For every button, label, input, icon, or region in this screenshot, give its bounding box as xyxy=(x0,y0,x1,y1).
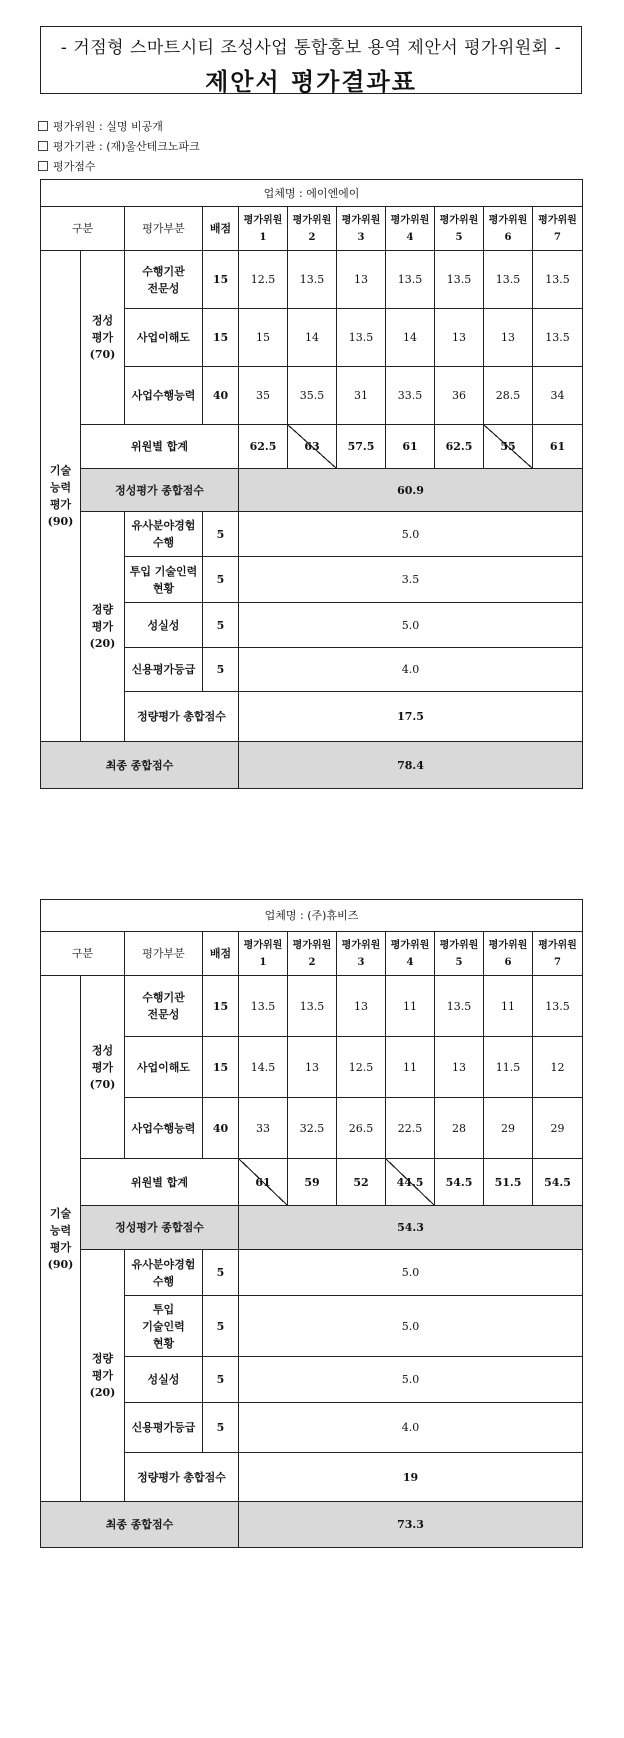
company-name-cell xyxy=(41,180,583,207)
info-evaluator-text: 평가위원 : 실명 비공개 xyxy=(53,120,163,133)
score-cell: 14 xyxy=(288,309,337,367)
score-cell: 12.5 xyxy=(337,1037,386,1098)
score-cell: 14 xyxy=(386,309,435,367)
quan-item-name: 유사분야경험 수행 xyxy=(125,1250,203,1296)
header-gubun: 구분 xyxy=(41,207,125,251)
quan-total-label: 정량평가 총합점수 xyxy=(125,1453,239,1502)
quan-item-name: 투입 기술인력 현황 xyxy=(125,1296,203,1357)
score-cell: 13.5 xyxy=(288,976,337,1037)
info-score xyxy=(38,158,96,174)
score-cell: 13.5 xyxy=(239,976,288,1037)
quan-item-weight: 5 xyxy=(203,512,239,557)
score-cell: 13.5 xyxy=(386,251,435,309)
member-total-cell: 61 xyxy=(533,425,583,469)
quan-item-name: 성실성 xyxy=(125,1357,203,1403)
quan-item-name: 신용평가등급 xyxy=(125,648,203,692)
company-name: 에이엔에이 xyxy=(306,186,360,200)
qual-item-name: 사업수행능력 xyxy=(125,367,203,425)
score-cell: 35.5 xyxy=(288,367,337,425)
tech-eval-label: 기술 능력 평가 (90) xyxy=(41,251,81,742)
final-total-label: 최종 종합점수 xyxy=(41,1502,239,1548)
checkbox-icon xyxy=(38,161,48,171)
evaluator-label: 평가위원 xyxy=(243,939,283,951)
header-evaluator-3: 평가위원 3 xyxy=(337,207,386,251)
evaluator-label: 평가위원 xyxy=(390,214,430,226)
qual-total-label: 정성평가 종합점수 xyxy=(81,1206,239,1250)
evaluator-label: 평가위원 xyxy=(538,939,577,951)
header-gubun: 구분 xyxy=(41,932,125,976)
quan-item-score: 4.0 xyxy=(239,648,583,692)
score-cell: 28.5 xyxy=(484,367,533,425)
company-label: 업체명 : xyxy=(264,909,308,922)
qual-item-weight: 15 xyxy=(203,309,239,367)
qual-item-name: 사업수행능력 xyxy=(125,1098,203,1159)
quan-item-weight: 5 xyxy=(203,603,239,648)
header-evaluator-7: 평가위원 7 xyxy=(533,932,583,976)
qual-total-value: 54.3 xyxy=(239,1206,583,1250)
evaluation-table xyxy=(40,179,583,789)
member-total-label: 위원별 합계 xyxy=(81,1159,239,1206)
checkbox-icon xyxy=(38,121,48,131)
score-cell: 11 xyxy=(386,1037,435,1098)
qual-item-weight: 40 xyxy=(203,1098,239,1159)
qual-item-weight: 40 xyxy=(203,367,239,425)
qual-item-weight: 15 xyxy=(203,976,239,1037)
document-title-box xyxy=(40,26,582,94)
quan-item-weight: 5 xyxy=(203,1250,239,1296)
checkbox-icon xyxy=(38,141,48,151)
header-evaluator-7: 평가위원 7 xyxy=(533,207,583,251)
company-name: (주)휴비즈 xyxy=(307,909,359,922)
quan-total-value: 19 xyxy=(239,1453,583,1502)
quan-item-score: 5.0 xyxy=(239,1296,583,1357)
score-cell: 12 xyxy=(533,1037,583,1098)
qual-item-name: 사업이해도 xyxy=(125,309,203,367)
quan-item-name: 투입 기술인력 현황 xyxy=(125,557,203,603)
member-total-cell: 59 xyxy=(288,1159,337,1206)
header-evaluator-1: 평가위원 1 xyxy=(239,207,288,251)
quan-item-score: 4.0 xyxy=(239,1403,583,1453)
quan-item-name: 신용평가등급 xyxy=(125,1403,203,1453)
qual-total-value: 60.9 xyxy=(239,469,583,512)
member-total-cell: 62.5 xyxy=(239,425,288,469)
score-cell: 11 xyxy=(386,976,435,1037)
member-total-excluded: 61 xyxy=(239,1159,288,1206)
member-total-label: 위원별 합계 xyxy=(81,425,239,469)
quan-item-score: 5.0 xyxy=(239,1250,583,1296)
evaluation-table xyxy=(40,899,583,1548)
score-cell: 13.5 xyxy=(435,976,484,1037)
header-evaluator-1: 평가위원 1 xyxy=(239,932,288,976)
quan-total-value: 17.5 xyxy=(239,692,583,742)
evaluator-label: 평가위원 xyxy=(488,939,528,951)
header-weight: 배점 xyxy=(203,207,239,251)
quan-item-name: 유사분야경험 수행 xyxy=(125,512,203,557)
header-evaluator-4: 평가위원 4 xyxy=(386,932,435,976)
quan-item-name: 성실성 xyxy=(125,603,203,648)
score-cell: 32.5 xyxy=(288,1098,337,1159)
info-institution-text: 평가기관 : (재)울산테크노파크 xyxy=(53,140,200,153)
header-evaluator-6: 평가위원 6 xyxy=(484,207,533,251)
score-cell: 13.5 xyxy=(435,251,484,309)
evaluator-label: 평가위원 xyxy=(243,214,283,226)
header-evaluator-5: 평가위원 5 xyxy=(435,932,484,976)
quan-item-weight: 5 xyxy=(203,1357,239,1403)
evaluator-label: 평가위원 xyxy=(439,214,479,226)
quan-eval-label: 정량 평가 (20) xyxy=(81,1250,125,1502)
member-total-excluded: 63 xyxy=(288,425,337,469)
member-total-cell: 54.5 xyxy=(435,1159,484,1206)
info-score-text: 평가점수 xyxy=(53,160,96,173)
member-total-excluded: 55 xyxy=(484,425,533,469)
quan-total-label: 정량평가 총합점수 xyxy=(125,692,239,742)
score-cell: 14.5 xyxy=(239,1037,288,1098)
header-evaluator-4: 평가위원 4 xyxy=(386,207,435,251)
member-total-cell: 62.5 xyxy=(435,425,484,469)
company-name-cell xyxy=(41,900,583,932)
score-cell: 13 xyxy=(337,251,386,309)
quan-item-weight: 5 xyxy=(203,1296,239,1357)
header-weight: 배점 xyxy=(203,932,239,976)
score-cell: 13.5 xyxy=(533,976,583,1037)
qual-total-label: 정성평가 종합점수 xyxy=(81,469,239,512)
score-cell: 13 xyxy=(435,309,484,367)
score-cell: 11.5 xyxy=(484,1037,533,1098)
score-cell: 13.5 xyxy=(484,251,533,309)
score-cell: 33.5 xyxy=(386,367,435,425)
score-cell: 28 xyxy=(435,1098,484,1159)
quan-item-score: 5.0 xyxy=(239,603,583,648)
evaluator-label: 평가위원 xyxy=(488,214,528,226)
member-total-cell: 51.5 xyxy=(484,1159,533,1206)
quan-item-weight: 5 xyxy=(203,1403,239,1453)
score-cell: 15 xyxy=(239,309,288,367)
document-title: 제안서 평가결과표 xyxy=(205,68,417,96)
header-evaluator-3: 평가위원 3 xyxy=(337,932,386,976)
evaluator-label: 평가위원 xyxy=(390,939,430,951)
company-label: 업체명 : xyxy=(263,186,307,200)
evaluator-label: 평가위원 xyxy=(341,939,381,951)
member-total-cell: 52 xyxy=(337,1159,386,1206)
final-total-label: 최종 종합점수 xyxy=(41,742,239,789)
qual-eval-label: 정성 평가 (70) xyxy=(81,251,125,425)
score-cell: 13 xyxy=(288,1037,337,1098)
score-cell: 13 xyxy=(337,976,386,1037)
final-total-value: 78.4 xyxy=(239,742,583,789)
member-total-cell: 54.5 xyxy=(533,1159,583,1206)
member-total-cell: 61 xyxy=(386,425,435,469)
score-cell: 22.5 xyxy=(386,1098,435,1159)
tech-eval-label: 기술 능력 평가 (90) xyxy=(41,976,81,1502)
qual-eval-label: 정성 평가 (70) xyxy=(81,976,125,1159)
quan-item-score: 5.0 xyxy=(239,512,583,557)
evaluator-label: 평가위원 xyxy=(292,214,332,226)
score-cell: 35 xyxy=(239,367,288,425)
header-evaluator-5: 평가위원 5 xyxy=(435,207,484,251)
header-category: 평가부분 xyxy=(125,207,203,251)
score-cell: 13 xyxy=(484,309,533,367)
quan-eval-label: 정량 평가 (20) xyxy=(81,512,125,742)
quan-item-weight: 5 xyxy=(203,648,239,692)
member-total-excluded: 44.5 xyxy=(386,1159,435,1206)
score-cell: 13 xyxy=(435,1037,484,1098)
qual-item-weight: 15 xyxy=(203,251,239,309)
header-category: 평가부분 xyxy=(125,932,203,976)
evaluator-label: 평가위원 xyxy=(439,939,479,951)
score-cell: 13.5 xyxy=(533,309,583,367)
document-subtitle: - 거점형 스마트시티 조성사업 통합홍보 용역 제안서 평가위원회 - xyxy=(60,38,562,58)
score-cell: 29 xyxy=(484,1098,533,1159)
member-total-cell: 57.5 xyxy=(337,425,386,469)
score-cell: 13.5 xyxy=(533,251,583,309)
qual-item-name: 수행기관 전문성 xyxy=(125,251,203,309)
header-evaluator-2: 평가위원 2 xyxy=(288,932,337,976)
score-cell: 33 xyxy=(239,1098,288,1159)
score-cell: 12.5 xyxy=(239,251,288,309)
quan-item-weight: 5 xyxy=(203,557,239,603)
quan-item-score: 5.0 xyxy=(239,1357,583,1403)
evaluator-label: 평가위원 xyxy=(292,939,332,951)
score-cell: 26.5 xyxy=(337,1098,386,1159)
qual-item-name: 사업이해도 xyxy=(125,1037,203,1098)
evaluator-label: 평가위원 xyxy=(538,214,577,226)
info-institution xyxy=(38,138,200,154)
final-total-value: 73.3 xyxy=(239,1502,583,1548)
score-cell: 13.5 xyxy=(337,309,386,367)
qual-item-name: 수행기관 전문성 xyxy=(125,976,203,1037)
score-cell: 13.5 xyxy=(288,251,337,309)
info-evaluator xyxy=(38,118,163,134)
qual-item-weight: 15 xyxy=(203,1037,239,1098)
header-evaluator-6: 평가위원 6 xyxy=(484,932,533,976)
score-cell: 36 xyxy=(435,367,484,425)
score-cell: 34 xyxy=(533,367,583,425)
evaluator-label: 평가위원 xyxy=(341,214,381,226)
score-cell: 31 xyxy=(337,367,386,425)
score-cell: 29 xyxy=(533,1098,583,1159)
header-evaluator-2: 평가위원 2 xyxy=(288,207,337,251)
quan-item-score: 3.5 xyxy=(239,557,583,603)
score-cell: 11 xyxy=(484,976,533,1037)
